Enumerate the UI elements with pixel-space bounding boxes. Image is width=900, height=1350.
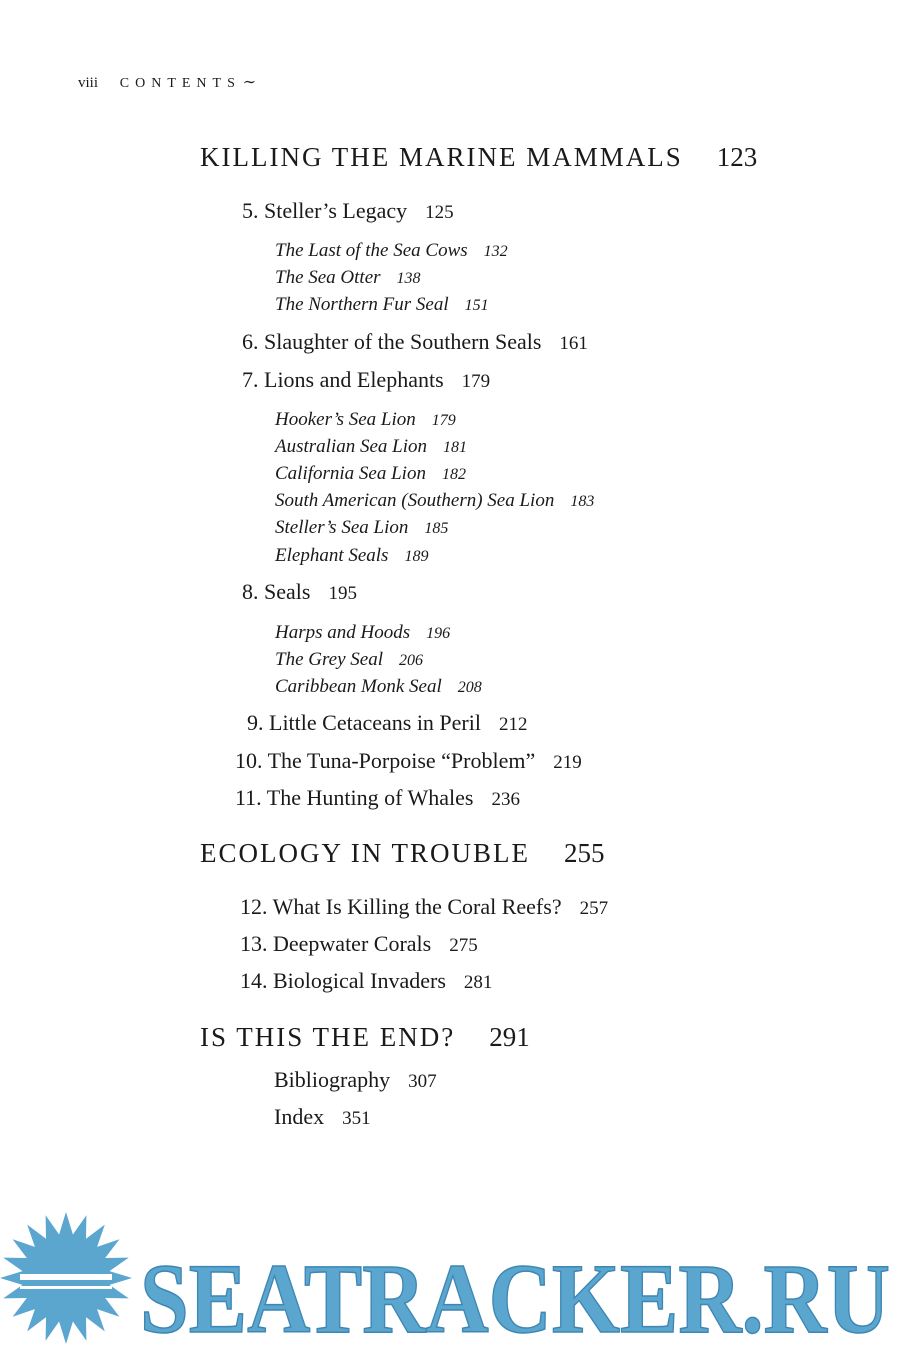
- chapter-title: 13. Deepwater Corals: [240, 931, 432, 956]
- section-entry: [275, 267, 421, 289]
- chapter-title: 12. What Is Killing the Coral Reefs?: [240, 894, 562, 919]
- section-page: 208: [457, 679, 482, 696]
- chapter-title: 9. Little Cetaceans in Peril: [247, 710, 481, 735]
- part-page: 255: [563, 838, 605, 868]
- section-page: 182: [441, 466, 466, 483]
- section-entry: [275, 436, 467, 458]
- chapter-page: 125: [425, 202, 454, 223]
- section-title: The Grey Seal: [275, 649, 383, 670]
- chapter-page: 161: [559, 333, 588, 354]
- back-matter-page: 307: [408, 1071, 437, 1092]
- chapter-page: 195: [328, 583, 357, 604]
- section-entry: [275, 676, 482, 698]
- chapter-entry: [240, 894, 608, 920]
- chapter-title: 10. The Tuna-Porpoise “Problem”: [235, 748, 536, 773]
- back-matter-entry: [274, 1067, 437, 1093]
- chapter-page: 219: [553, 752, 582, 773]
- part-heading: [200, 142, 757, 173]
- back-matter-page: 351: [342, 1108, 371, 1129]
- section-title: Australian Sea Lion: [275, 436, 428, 457]
- section-entry: [275, 294, 489, 316]
- section-title: South American (Southern) Sea Lion: [275, 490, 555, 511]
- chapter-entry: [242, 367, 490, 393]
- chapter-page: 179: [461, 371, 491, 392]
- section-entry: [275, 490, 594, 512]
- page-folio: viii: [78, 75, 99, 91]
- running-head-title: CONTENTS: [119, 76, 241, 91]
- part-heading: [200, 838, 604, 869]
- sun-icon: [0, 1212, 132, 1344]
- chapter-entry: [235, 748, 582, 774]
- chapter-page: 275: [449, 935, 478, 956]
- chapter-entry: [242, 198, 454, 224]
- section-page: 189: [404, 548, 429, 565]
- section-title: Steller’s Sea Lion: [275, 517, 409, 538]
- section-title: Elephant Seals: [275, 545, 389, 566]
- chapter-page: 212: [499, 714, 528, 735]
- chapter-entry: [240, 968, 492, 994]
- section-page: 185: [424, 520, 449, 537]
- chapter-page: 257: [579, 898, 609, 919]
- section-title: Hooker’s Sea Lion: [275, 409, 416, 430]
- section-page: 206: [399, 652, 423, 669]
- part-page: 123: [716, 142, 758, 172]
- watermark-text: SEATRACKER.RU: [140, 1243, 890, 1350]
- section-entry: [275, 240, 508, 262]
- chapter-title: 6. Slaughter of the Southern Seals: [242, 329, 542, 354]
- chapter-page: 236: [491, 789, 520, 810]
- part-title: KILLING THE MARINE MAMMALS: [200, 142, 683, 172]
- chapter-title: 7. Lions and Elephants: [242, 367, 444, 392]
- section-title: Caribbean Monk Seal: [275, 676, 442, 697]
- section-page: 181: [443, 439, 468, 456]
- chapter-title: 11. The Hunting of Whales: [235, 785, 474, 810]
- watermark-logo: [0, 1212, 900, 1350]
- tilde-ornament: ∼: [242, 74, 257, 91]
- part-heading: [200, 1022, 530, 1053]
- section-entry: [275, 409, 456, 431]
- part-page: 291: [489, 1022, 530, 1052]
- chapter-title: 5. Steller’s Legacy: [242, 198, 408, 223]
- section-page: 179: [431, 412, 456, 429]
- section-page: 183: [570, 493, 595, 510]
- chapter-entry: [235, 785, 520, 811]
- section-title: Harps and Hoods: [275, 622, 411, 643]
- section-entry: [275, 649, 423, 671]
- chapter-entry: [242, 329, 588, 355]
- section-page: 132: [483, 243, 508, 260]
- running-head: [78, 72, 256, 92]
- part-title: IS THIS THE END?: [200, 1022, 456, 1052]
- section-title: The Sea Otter: [275, 267, 381, 288]
- chapter-entry: [240, 931, 478, 957]
- section-title: California Sea Lion: [275, 463, 426, 484]
- chapter-title: 8. Seals: [242, 579, 311, 604]
- chapter-entry: [242, 579, 357, 605]
- part-title: ECOLOGY IN TROUBLE: [200, 838, 530, 868]
- chapter-entry: [247, 710, 528, 736]
- section-page: 138: [396, 270, 421, 287]
- chapter-title: 14. Biological Invaders: [240, 968, 446, 993]
- section-entry: [275, 517, 448, 539]
- section-entry: [275, 545, 428, 567]
- section-entry: [275, 622, 450, 644]
- section-page: 151: [464, 297, 489, 314]
- chapter-page: 281: [463, 972, 493, 993]
- section-page: 196: [426, 625, 451, 642]
- section-title: The Northern Fur Seal: [275, 294, 449, 315]
- back-matter-entry: [274, 1104, 371, 1130]
- back-matter-title: Bibliography: [274, 1067, 391, 1092]
- section-title: The Last of the Sea Cows: [275, 240, 468, 261]
- back-matter-title: Index: [274, 1104, 325, 1129]
- section-entry: [275, 463, 466, 485]
